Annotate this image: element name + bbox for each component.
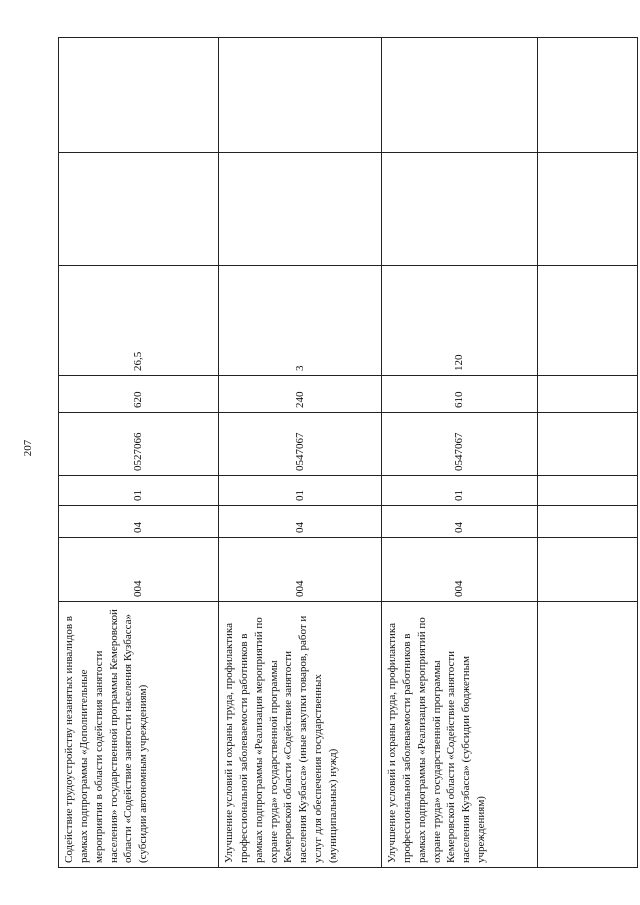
section-code: 04 (59, 506, 219, 538)
row-description: Содействие трудоустройству незанятых инвалидов в рамках подпрограммы «Дополнительные мероприятия в области содействия занятости населения» государственной программы Кемеровской области «Содействие занятости населения Кузбасса» (субсидии автономным учреждениям) (59, 602, 219, 868)
amount-cell (59, 153, 219, 266)
amount-cell: 120 (382, 266, 538, 376)
amount-cell (59, 38, 219, 153)
amount-cell (219, 153, 382, 266)
target-article-code: 0547067 (382, 413, 538, 476)
ministry-code: 004 (219, 538, 382, 602)
subsection-code: 01 (59, 476, 219, 506)
expense-type-code: 620 (59, 376, 219, 413)
budget-table (58, 37, 638, 868)
trailing-cell (538, 476, 638, 506)
trailing-cell (538, 153, 638, 266)
table-row-trailing (538, 38, 638, 868)
expense-type-code: 610 (382, 376, 538, 413)
trailing-cell (538, 376, 638, 413)
row-description: Улучшение условий и охраны труда, профилактика профессиональной заболеваемости работников в рамках подпрограммы «Реализация мероприятий по охране труда» государственной программы Кемеровской области «Содействие занятости населения Кузбасса» (иные закупки товаров, работ и услуг для обеспечения государственных (муниципальных) нужд) (219, 602, 382, 868)
budget-table-container (58, 38, 637, 868)
table-row (382, 38, 538, 868)
section-code: 04 (219, 506, 382, 538)
amount-cell: 3 (219, 266, 382, 376)
section-code: 04 (382, 506, 538, 538)
subsection-code: 01 (382, 476, 538, 506)
ministry-code: 004 (59, 538, 219, 602)
table-row (59, 38, 219, 868)
amount-cell (382, 38, 538, 153)
ministry-code: 004 (382, 538, 538, 602)
trailing-cell (538, 538, 638, 602)
budget-table-rotated (58, 38, 637, 868)
amount-cell (382, 153, 538, 266)
page-number: 207 (22, 439, 34, 457)
row-description: Улучшение условий и охраны труда, профилактика профессиональной заболеваемости работников в рамках подпрограммы «Реализация мероприятий по охране труда» государственной программы Кемеровской области «Содействие занятости населения Кузбасса» (субсидии бюджетным учреждениям) (382, 602, 538, 868)
trailing-cell (538, 602, 638, 868)
subsection-code: 01 (219, 476, 382, 506)
trailing-cell (538, 266, 638, 376)
amount-cell (219, 38, 382, 153)
table-row (219, 38, 382, 868)
amount-cell: 26,5 (59, 266, 219, 376)
expense-type-code: 240 (219, 376, 382, 413)
trailing-cell (538, 506, 638, 538)
trailing-cell (538, 38, 638, 153)
trailing-cell (538, 413, 638, 476)
target-article-code: 0527066 (59, 413, 219, 476)
target-article-code: 0547067 (219, 413, 382, 476)
